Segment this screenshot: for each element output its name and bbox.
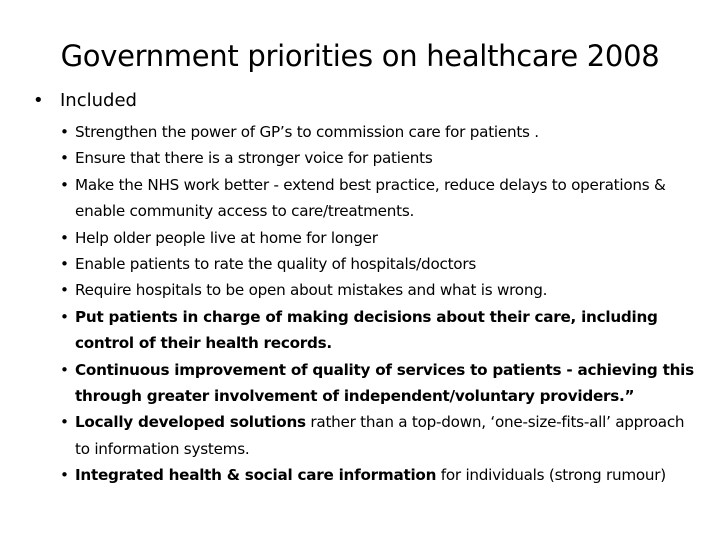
- item-text: Make the NHS work better - extend best practice, reduce delays to operations & enable community access to care/treatments.: [75, 175, 666, 221]
- list-item: [60, 225, 700, 251]
- bullet-icon: •: [60, 149, 69, 168]
- bullet-icon: •: [33, 90, 44, 111]
- list-item: [60, 409, 700, 462]
- priority-list: [60, 119, 700, 489]
- list-item: [60, 304, 700, 357]
- bullet-icon: •: [60, 175, 69, 194]
- list-item: [60, 145, 700, 171]
- list-item: [60, 119, 700, 145]
- item-bold-text: Continuous improvement of quality of services to patients - achieving this through greater involvement of independent/voluntary providers.”: [75, 360, 694, 406]
- list-item: [60, 357, 700, 410]
- bullet-icon: •: [60, 255, 69, 274]
- slide-title: Government priorities on healthcare 2008: [60, 39, 660, 73]
- item-text: for individuals (strong rumour): [436, 466, 666, 485]
- item-text: Ensure that there is a stronger voice for patients: [75, 149, 433, 168]
- list-item: [60, 462, 700, 488]
- bullet-icon: •: [60, 228, 69, 247]
- bullet-icon: •: [60, 466, 69, 485]
- bullet-icon: •: [60, 123, 69, 141]
- item-text: Require hospitals to be open about mistakes and what is wrong.: [75, 281, 548, 300]
- item-bold-text: Locally developed solutions: [75, 413, 306, 432]
- item-text: Strengthen the power of GP’s to commission care for patients .: [75, 123, 539, 141]
- list-item: [60, 251, 700, 277]
- list-item: [60, 172, 700, 225]
- bullet-icon: •: [60, 413, 69, 432]
- bullet-icon: •: [60, 360, 69, 379]
- item-text: rather than a top-down, ‘one-size-fits-all’ approach to information systems.: [75, 413, 685, 458]
- level1-bullet-item: [33, 88, 137, 114]
- item-text: Help older people live at home for longer: [75, 228, 378, 247]
- item-text: Enable patients to rate the quality of hospitals/doctors: [75, 255, 476, 274]
- list-item: [60, 277, 700, 303]
- item-bold-text: Put patients in charge of making decisions about their care, including control of their health records.: [75, 307, 658, 353]
- bullet-icon: •: [60, 307, 69, 326]
- item-bold-text: Integrated health & social care information: [75, 466, 437, 485]
- level1-text: Included: [60, 90, 137, 111]
- bullet-icon: •: [60, 281, 69, 300]
